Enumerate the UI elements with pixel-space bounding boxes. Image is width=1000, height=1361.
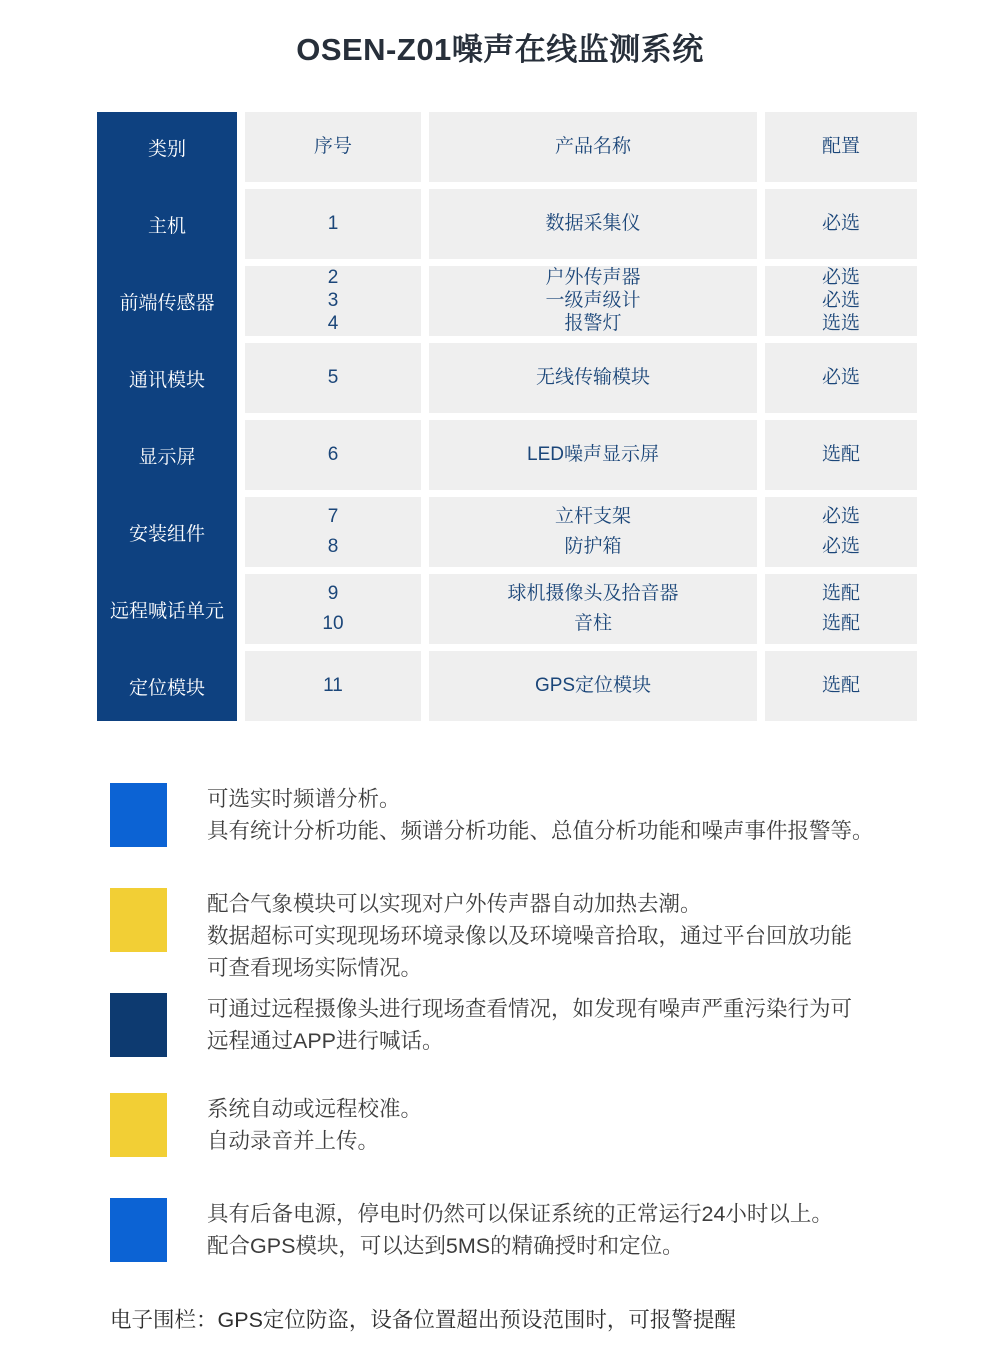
category-cell: 前端传感器 <box>119 292 215 314</box>
cell-line: 球机摄像头及拾音器 <box>507 582 679 604</box>
config-header-cell <box>765 112 917 182</box>
table-row <box>245 189 917 259</box>
cell-line: 7 <box>327 505 339 527</box>
cell-line: 10 <box>322 613 344 635</box>
index-cell <box>245 651 421 721</box>
feature-text <box>207 888 852 984</box>
index-cell <box>245 574 421 644</box>
feature-item <box>110 783 874 847</box>
config-cell <box>765 189 917 259</box>
feature-text <box>207 993 852 1057</box>
feature-text <box>207 1093 422 1157</box>
category-cell: 通讯模块 <box>128 369 205 391</box>
table-row <box>245 343 917 413</box>
feature-item <box>110 1093 422 1157</box>
cell-line: GPS定位模块 <box>534 675 652 697</box>
feature-line: 可通过远程摄像头进行现场查看情况，如发现有噪声严重污染行为可 <box>207 997 853 1021</box>
cell-line: 报警灯 <box>564 313 622 335</box>
cell-line: 5 <box>327 367 339 389</box>
feature-line: 配合气象模块可以实现对户外传声器自动加热去潮。 <box>207 892 702 916</box>
cell-line: 无线传输模块 <box>535 367 650 389</box>
yellow-square <box>110 888 167 952</box>
cell-line: 必选 <box>821 536 860 558</box>
cell-line: 4 <box>327 313 339 335</box>
category-cell: 远程喊话单元 <box>109 600 224 622</box>
category-cell: 定位模块 <box>128 677 205 699</box>
cell-line: 1 <box>327 213 339 235</box>
config-cell <box>765 497 917 567</box>
footer-note: 电子围栏：GPS定位防盗，设备位置超出预设范围时，可报警提醒 <box>110 1308 736 1332</box>
cell-line: LED噪声显示屏 <box>527 444 659 466</box>
feature-line: 具有后备电源，停电时仍然可以保证系统的正常运行24小时以上。 <box>207 1202 833 1226</box>
config-cell <box>765 266 917 336</box>
yellow-square <box>110 1093 167 1157</box>
config-cell <box>765 574 917 644</box>
cell-line: 数据采集仪 <box>545 213 641 235</box>
product-cell <box>429 189 757 259</box>
config-cell <box>765 420 917 490</box>
category-column <box>97 112 237 721</box>
feature-line: 系统自动或远程校准。 <box>207 1097 423 1121</box>
feature-line: 具有统计分析功能、频谱分析功能、总值分析功能和噪声事件报警等。 <box>207 819 874 843</box>
cell-line: 必选 <box>821 213 860 235</box>
cell-line: 配置 <box>821 136 860 158</box>
feature-list <box>110 783 950 1273</box>
product-cell <box>429 343 757 413</box>
cell-line: 选配 <box>821 613 860 635</box>
feature-line: 配合GPS模块，可以达到5MS的精确授时和定位。 <box>207 1234 684 1258</box>
index-cell <box>245 497 421 567</box>
cell-line: 选配 <box>821 675 860 697</box>
feature-item <box>110 1198 833 1262</box>
cell-line: 选选 <box>821 313 860 335</box>
table-row <box>245 420 917 490</box>
cell-line: 音柱 <box>573 613 612 635</box>
feature-line: 可选实时频谱分析。 <box>207 787 401 811</box>
product-cell <box>429 651 757 721</box>
cell-line: 2 <box>327 267 339 289</box>
category-cell: 安装组件 <box>128 523 205 545</box>
feature-line: 远程通过APP进行喊话。 <box>207 1029 444 1053</box>
cell-line: 8 <box>327 536 339 558</box>
cell-line: 必选 <box>821 290 860 312</box>
cell-line: 产品名称 <box>554 136 631 158</box>
cell-line: 防护箱 <box>564 536 622 558</box>
feature-line: 自动录音并上传。 <box>207 1129 380 1153</box>
cell-line: 11 <box>323 675 343 697</box>
cell-line: 6 <box>327 444 339 466</box>
product-cell <box>429 574 757 644</box>
feature-line: 可查看现场实际情况。 <box>207 956 423 980</box>
cell-line: 必选 <box>821 367 860 389</box>
feature-item <box>110 993 852 1057</box>
index-cell <box>245 343 421 413</box>
cell-line: 选配 <box>821 582 860 604</box>
product-cell <box>429 497 757 567</box>
table-row <box>245 651 917 721</box>
blue-square <box>110 783 167 847</box>
index-cell <box>245 266 421 336</box>
cell-line: 户外传声器 <box>545 267 641 289</box>
navy-square <box>110 993 167 1057</box>
feature-line: 数据超标可实现现场环境录像以及环境噪音拾取，通过平台回放功能 <box>207 924 853 948</box>
category-cell: 主机 <box>147 215 186 237</box>
cell-line: 3 <box>327 290 339 312</box>
feature-text <box>207 1198 833 1262</box>
cell-line: 一级声级计 <box>545 290 641 312</box>
index-cell <box>245 420 421 490</box>
cell-line: 选配 <box>821 444 860 466</box>
product-config-table <box>97 112 917 721</box>
product-header-cell <box>429 112 757 182</box>
cell-line: 9 <box>327 582 339 604</box>
table-header-row <box>245 112 917 182</box>
feature-text <box>207 783 874 847</box>
product-cell <box>429 266 757 336</box>
table-row <box>245 266 917 336</box>
cell-line: 必选 <box>821 267 860 289</box>
table-row <box>245 497 917 567</box>
table-row <box>245 574 917 644</box>
index-cell <box>245 189 421 259</box>
index-header-cell <box>245 112 421 182</box>
cell-line: 立杆支架 <box>554 505 631 527</box>
config-cell <box>765 343 917 413</box>
table-data-columns <box>245 112 917 721</box>
category-header-cell: 类别 <box>147 138 186 160</box>
blue-square <box>110 1198 167 1262</box>
category-cell: 显示屏 <box>138 446 196 468</box>
cell-line: 必选 <box>821 505 860 527</box>
page-title: OSEN-Z01噪声在线监测系统 <box>296 32 704 67</box>
product-cell <box>429 420 757 490</box>
config-cell <box>765 651 917 721</box>
feature-item <box>110 888 852 984</box>
cell-line: 序号 <box>313 136 352 158</box>
